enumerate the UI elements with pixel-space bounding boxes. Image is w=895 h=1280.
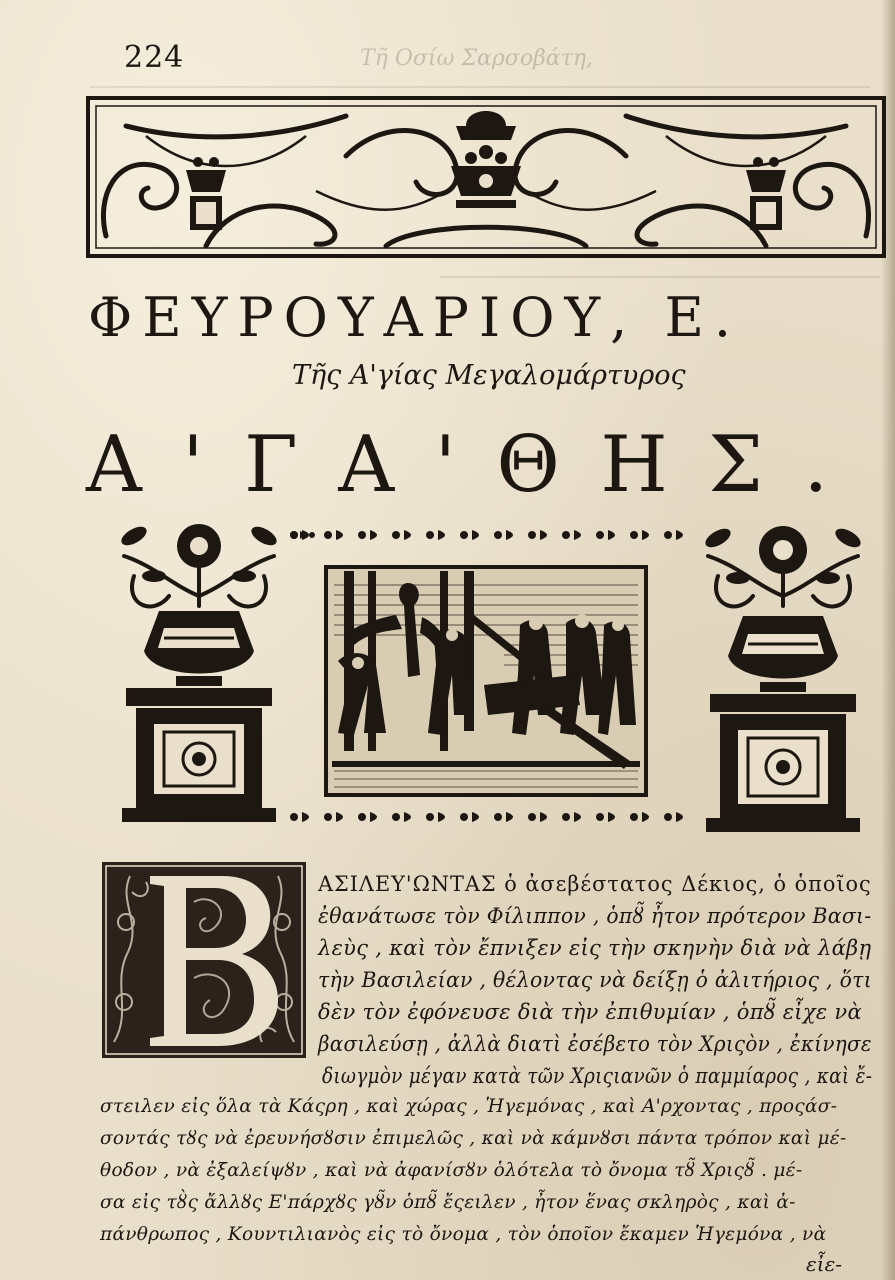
bleed-through-line bbox=[90, 86, 870, 88]
feast-subtitle: Τῆς Α'γίας Μεγαλομάρτυρος bbox=[292, 360, 686, 391]
decorated-initial-letter-image bbox=[102, 862, 306, 1058]
text-line: βασιλεύσῃ , ἀλλὰ διατὶ ἐσέβετο τὸν Χριςὸν , ἐκίνησε bbox=[318, 1032, 872, 1056]
right-flower-vase-ornament bbox=[698, 516, 868, 836]
text-line: θοδον , νὰ ἐξαλείψȣν , καὶ νὰ ἀφανίσȣν ὁλότελα τὸ ὄνομα τȣ̃ Χριςȣ̃ . μέ- bbox=[100, 1160, 803, 1181]
saint-name-title: Α'ΓΑ'ΘΗΣ. bbox=[86, 420, 869, 510]
text-line: διωγμὸν μέγαν κατὰ τῶν Χριςιανῶν ὁ παμμίαρος , καὶ ἔ- bbox=[322, 1064, 873, 1088]
fleuron-border-top bbox=[286, 524, 692, 546]
text-line: δὲν τὸν ἐφόνευσε διὰ τὴν ἐπιθυμίαν , ὁπȣ̃ εἶχε νὰ bbox=[318, 1000, 862, 1024]
text-line: στειλεν εἰς ὅλα τὰ Κάςρη , καὶ χώρας , Ἡγεμόνας , καὶ Α'ρχοντας , προςάσ- bbox=[100, 1096, 838, 1117]
ornamental-headpiece-image bbox=[86, 96, 886, 258]
month-title: ΦΕΥΡΟΥΑΡΙΟΥ, Ε. bbox=[88, 286, 742, 349]
martyrdom-woodcut-illustration bbox=[324, 565, 648, 797]
text-line: σα εἰς τȣ̀ς ἄλλȣς Ε'πάρχȣς γȣ̃ν ὁπȣ̃ ἔςειλεν , ἦτον ἕνας σκληρὸς , καὶ ἀ- bbox=[100, 1192, 796, 1213]
text-line: ΑΣΙΛΕΥ'ΩΝΤΑΣ ὁ ἀσεβέστατος Δέκιος, ὁ ὁποῖος bbox=[318, 872, 872, 896]
catchword: εἶε- bbox=[806, 1252, 843, 1276]
text-line: πάνθρωπος , Κουντιλιανὸς εἰς τὸ ὄνομα , τὸν ὁποῖον ἔκαμεν Ἡγεμόνα , νὰ bbox=[100, 1224, 827, 1245]
bleed-through-running-head: Τῆ Οσίω Σαρσοβάτη, bbox=[360, 46, 593, 71]
fleuron-border-bottom bbox=[286, 806, 692, 828]
text-line: τὴν Βασιλείαν , θέλοντας νὰ δείξῃ ὁ ἀλιτήριος , ὅτι bbox=[318, 968, 872, 992]
page-number: 224 bbox=[124, 40, 185, 75]
text-line: ἐθανάτωσε τὸν Φίλιππον , ὁπȣ̃ ἦτον πρότερον Βασι- bbox=[318, 904, 872, 928]
left-flower-vase-ornament bbox=[114, 516, 284, 826]
text-line: σοντάς τȣς νὰ ἐρευνήσȣσιν ἐπιμελῶς , καὶ νὰ κάμνȣσι πάντα τρόπον καὶ μέ- bbox=[100, 1128, 847, 1149]
text-line: λεὺς , καὶ τὸν ἔπνιξεν εἰς τὴν σκηνὴν διὰ νὰ λάβῃ bbox=[318, 936, 872, 960]
bleed-through-line bbox=[440, 276, 880, 278]
